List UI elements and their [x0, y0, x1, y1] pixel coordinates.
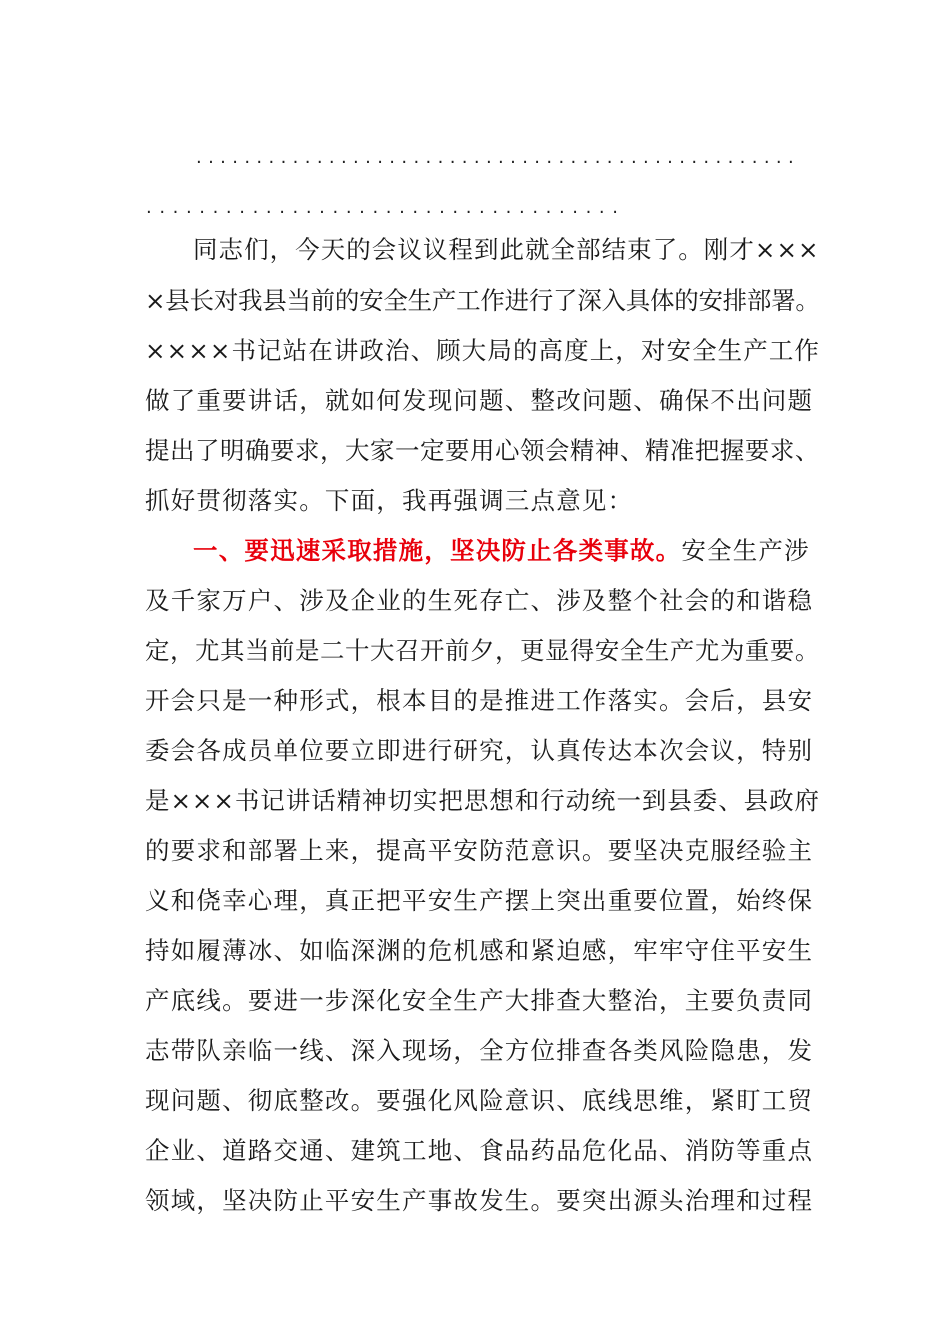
- ellipsis-line-2: ....................................: [146, 197, 626, 218]
- paragraph-line: 持如履薄冰、如临深渊的危机感和紧迫感，牢牢守住平安生: [145, 936, 814, 965]
- paragraph-line: 现问题、彻底整改。要强化风险意识、底线思维，紧盯工贸: [145, 1086, 814, 1115]
- paragraph-line: 企业、道路交通、建筑工地、食品药品危化品、消防等重点: [145, 1136, 814, 1165]
- section-heading: 一、要迅速采取措施，坚决防止各类事故。: [193, 536, 682, 565]
- paragraph-line: 提出了明确要求，大家一定要用心领会精神、精准把握要求、: [145, 436, 820, 465]
- paragraph-line: 做了重要讲话，就如何发现问题、整改问题、确保不出问题: [145, 386, 814, 415]
- paragraph-line: ×县长对我县当前的安全生产工作进行了深入具体的安排部署。: [145, 286, 820, 315]
- paragraph-line: ××××书记站在讲政治、顾大局的高度上，对安全生产工作: [145, 336, 821, 365]
- paragraph-line: 抓好贯彻落实。下面，我再强调三点意见：: [145, 486, 634, 515]
- paragraph-line: 是×××书记讲话精神切实把思想和行动统一到县委、县政府: [145, 786, 820, 815]
- paragraph-line: 开会只是一种形式，根本目的是推进工作落实。会后，县安: [145, 686, 814, 715]
- paragraph-line: 义和侥幸心理，真正把平安生产摆上突出重要位置，始终保: [145, 886, 814, 915]
- paragraph-line: 志带队亲临一线、深入现场，全方位排查各类风险隐患，发: [145, 1036, 814, 1065]
- section-first-line: [193, 535, 810, 567]
- section-text: 安全生产涉: [681, 536, 810, 565]
- paragraph-line: 同志们，今天的会议议程到此就全部结束了。刚才×××: [193, 235, 820, 264]
- paragraph-line: 定，尤其当前是二十大召开前夕，更显得安全生产尤为重要。: [145, 636, 820, 665]
- paragraph-line: 委会各成员单位要立即进行研究，认真传达本次会议，特别: [145, 736, 814, 765]
- ellipsis-line-1: ..................................................: [196, 147, 801, 168]
- paragraph-line: 及千家万户、涉及企业的生死存亡、涉及整个社会的和谐稳: [145, 586, 814, 615]
- paragraph-line: 的要求和部署上来，提高平安防范意识。要坚决克服经验主: [145, 836, 814, 865]
- paragraph-line: 产底线。要进一步深化安全生产大排查大整治，主要负责同: [145, 986, 814, 1015]
- paragraph-line: 领域，坚决防止平安生产事故发生。要突出源头治理和过程: [145, 1186, 814, 1215]
